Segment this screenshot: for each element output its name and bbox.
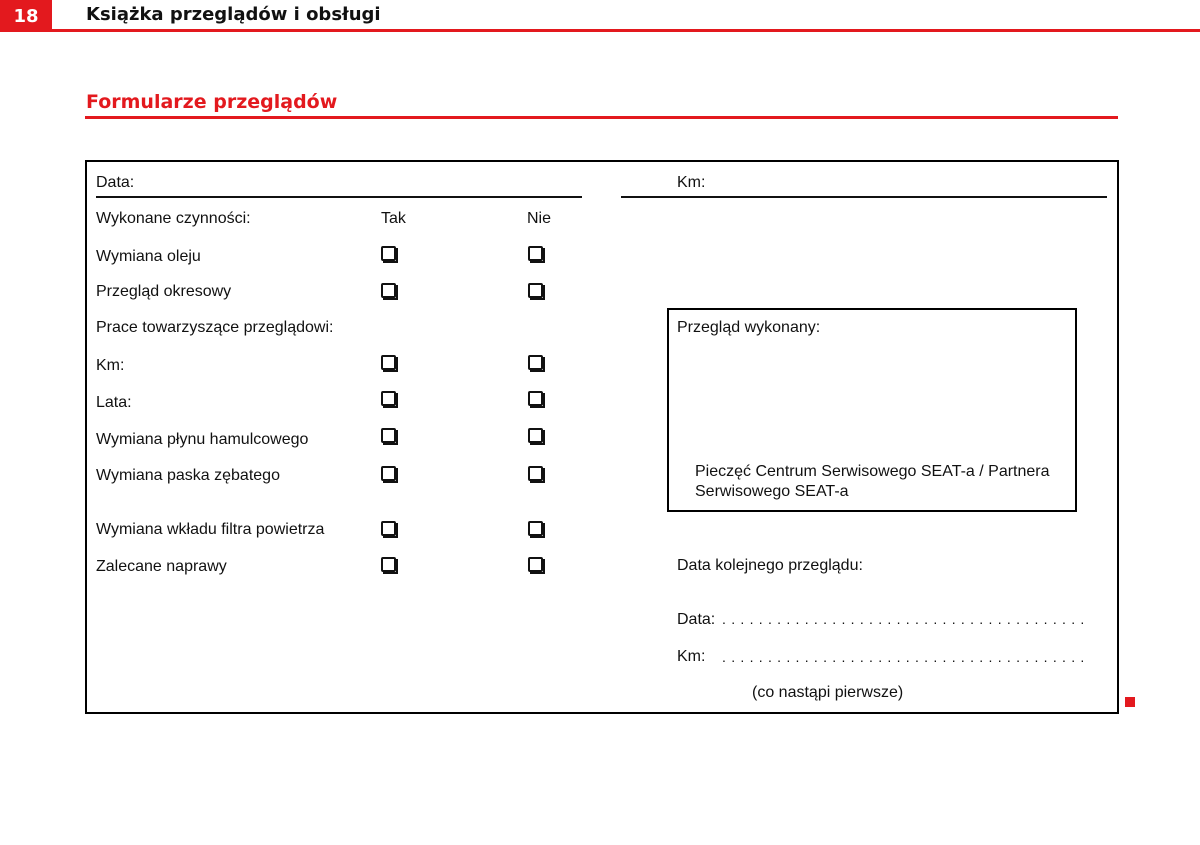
date-field-label: Data:	[96, 174, 135, 191]
section-divider	[85, 116, 1118, 119]
item-label-km: Km:	[96, 357, 125, 374]
section-title: Formularze przeglądów	[86, 91, 338, 113]
oil-change-yes-checkbox[interactable]	[381, 246, 396, 261]
brake-fluid-yes-checkbox[interactable]	[381, 428, 396, 443]
header-divider	[0, 29, 1200, 32]
next-service-date-dots[interactable]: ........................................	[722, 611, 1090, 627]
performed-label: Wykonane czynności:	[96, 210, 251, 227]
km-yes-checkbox[interactable]	[381, 355, 396, 370]
stamp-title: Przegląd wykonany:	[677, 319, 821, 336]
item-label-accompanying-work: Prace towarzyszące przeglądowi:	[96, 319, 334, 336]
item-label-timing-belt: Wymiana paska zębatego	[96, 467, 280, 484]
header-title: Książka przeglądów i obsługi	[86, 4, 381, 25]
air-filter-no-checkbox[interactable]	[528, 521, 543, 536]
years-yes-checkbox[interactable]	[381, 391, 396, 406]
oil-change-no-checkbox[interactable]	[528, 246, 543, 261]
years-no-checkbox[interactable]	[528, 391, 543, 406]
stamp-caption-line2: Serwisowego SEAT-a	[695, 483, 849, 500]
page-number: 18	[0, 0, 52, 32]
km-field-line[interactable]	[621, 196, 1107, 198]
next-service-title: Data kolejnego przeglądu:	[677, 557, 863, 574]
recommended-repairs-yes-checkbox[interactable]	[381, 557, 396, 572]
recommended-repairs-no-checkbox[interactable]	[528, 557, 543, 572]
item-label-years: Lata:	[96, 394, 132, 411]
stamp-caption-line1: Pieczęć Centrum Serwisowego SEAT-a / Partnera	[695, 463, 1050, 480]
km-field-label: Km:	[677, 174, 706, 191]
next-service-date-label: Data:	[677, 611, 716, 628]
no-column-header: Nie	[527, 210, 552, 227]
next-service-note: (co nastąpi pierwsze)	[752, 684, 904, 701]
item-label-brake-fluid: Wymiana płynu hamulcowego	[96, 431, 309, 448]
item-label-recommended-repairs: Zalecane naprawy	[96, 558, 227, 575]
end-of-section-marker	[1125, 697, 1135, 707]
item-label-air-filter: Wymiana wkładu filtra powietrza	[96, 521, 325, 538]
date-field-line[interactable]	[96, 196, 582, 198]
item-label-oil-change: Wymiana oleju	[96, 248, 201, 265]
air-filter-yes-checkbox[interactable]	[381, 521, 396, 536]
brake-fluid-no-checkbox[interactable]	[528, 428, 543, 443]
periodic-inspection-no-checkbox[interactable]	[528, 283, 543, 298]
item-label-periodic-inspection: Przegląd okresowy	[96, 283, 232, 300]
next-service-km-label: Km:	[677, 648, 706, 665]
next-service-km-dots[interactable]: ........................................	[722, 649, 1090, 665]
km-no-checkbox[interactable]	[528, 355, 543, 370]
yes-column-header: Tak	[381, 210, 406, 227]
stamp-box[interactable]	[667, 308, 1077, 512]
periodic-inspection-yes-checkbox[interactable]	[381, 283, 396, 298]
timing-belt-no-checkbox[interactable]	[528, 466, 543, 481]
timing-belt-yes-checkbox[interactable]	[381, 466, 396, 481]
